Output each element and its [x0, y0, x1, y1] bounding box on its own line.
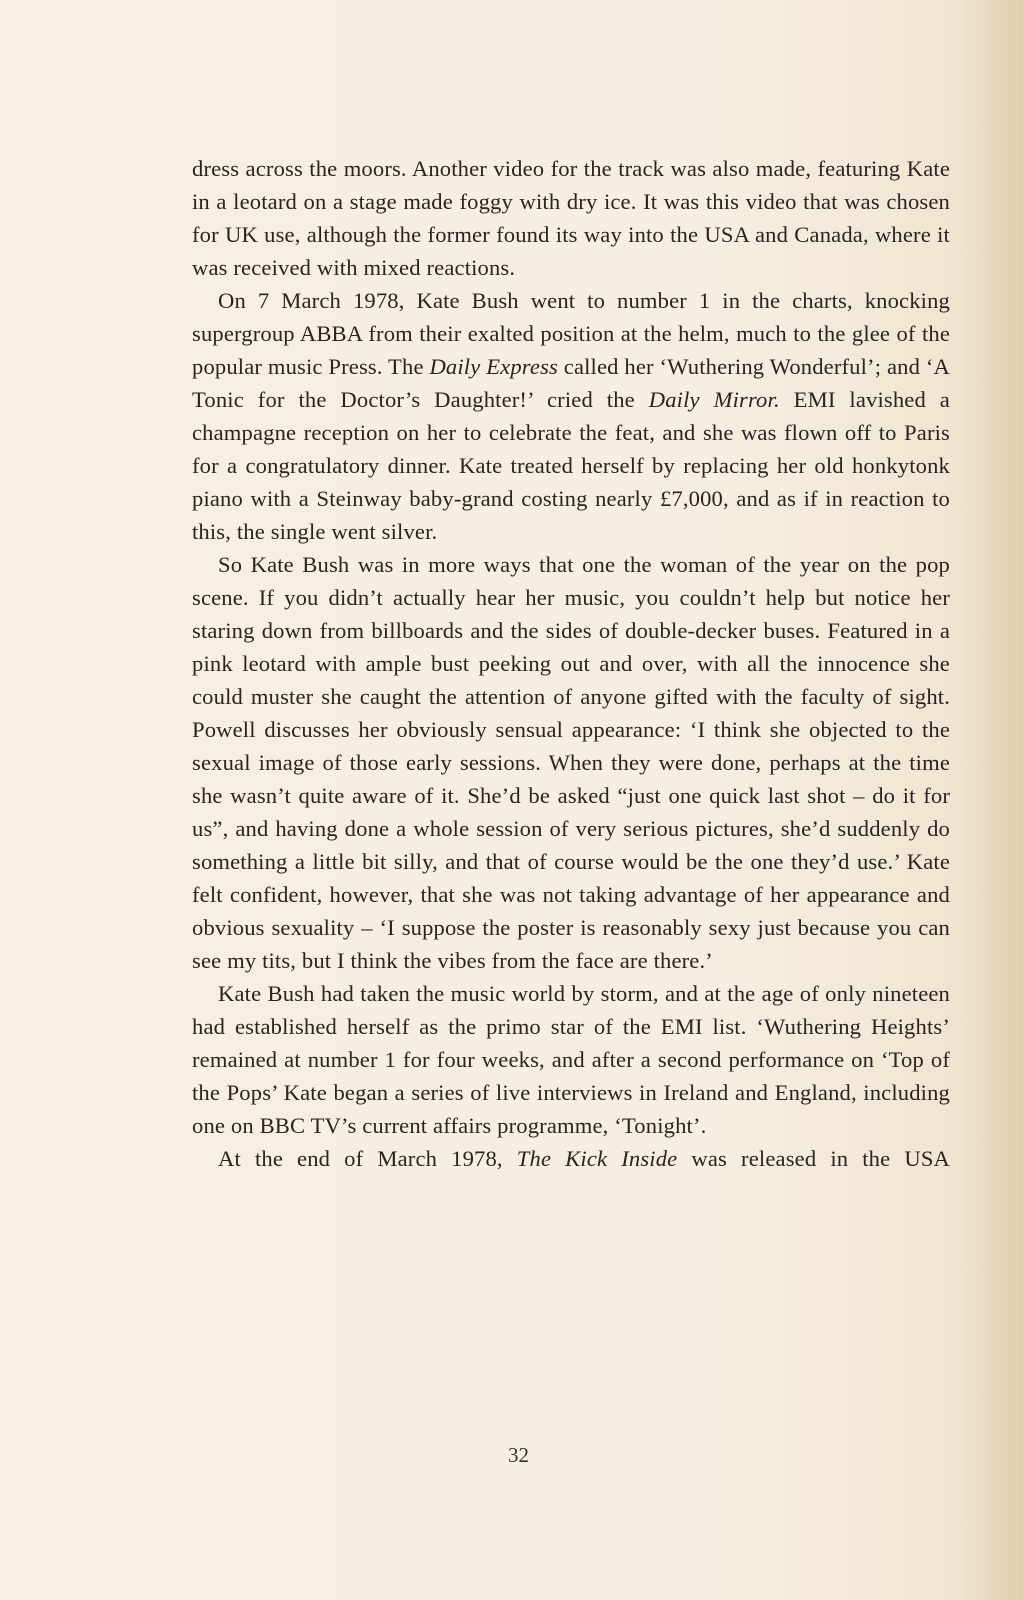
text-segment: So Kate Bush was in more ways that one the woman of the year on the pop scene. If you didn’t actually hear her music, you couldn’t help but notice her staring down from billboards and the sides of double-decker buses. Featured in a pink leotard with ample bust peeking out and over, with all the innocence she could muster she caught the attention of anyone gifted with the faculty of sight. Powell discusses her obviously sensual appearance: ‘I think she objected to the sexual image of those early sessions. When they were done, perhaps at the time she wasn’t quite aware of it. She’d be asked “just one quick last shot – do it for us”, and having done a whole session of very serious pictures, she’d suddenly do something a little bit silly, and that of course would be the one they’d use.’ Kate felt confident, however, that she was not taking advantage of her appearance and obvious sexuality – ‘I suppose the poster is reasonably sexy just because you can see my tits, but I think the vibes from the face are there.’: [192, 552, 950, 973]
italic-title-kick-inside: The Kick Inside: [516, 1146, 678, 1171]
page-number: 32: [508, 1443, 529, 1467]
paragraph-4: [192, 977, 950, 1142]
text-segment: At the end of March 1978,: [218, 1146, 517, 1171]
paragraph-1: [192, 152, 950, 284]
text-segment: EMI lavished a champagne reception on her to celebrate the feat, and she was flown off to Paris for a congratulatory dinner. Kate treated herself by replacing her old honkytonk piano with a Steinway baby-grand costing nearly £7,000, and as if in reaction to this, the single went silver.: [192, 387, 950, 544]
text-segment: was released in the USA: [677, 1146, 951, 1171]
text-segment: called her ‘Wuthering Wonderful’; and ‘A Tonic for the Doctor’s Daughter!’ cried the: [192, 354, 950, 412]
text-segment: dress across the moors. Another video for the track was also made, featuring Kate in a leotard on a stage made foggy with dry ice. It was this video that was chosen for UK use, although the former found its way into the USA and Canada, where it was received with mixed reactions.: [192, 156, 950, 280]
body-text: [192, 152, 950, 1175]
paragraph-2: [192, 284, 950, 548]
page-edge-shadow: [963, 0, 1023, 1600]
italic-title-daily-mirror: Daily Mirror.: [648, 387, 780, 412]
text-segment: Kate Bush had taken the music world by storm, and at the age of only nineteen had established herself as the primo star of the EMI list. ‘Wuthering Heights’ remained at number 1 for four weeks, and after a second performance on ‘Top of the Pops’ Kate began a series of live interviews in Ireland and England, including one on BBC TV’s current affairs programme, ‘Tonight’.: [192, 981, 950, 1138]
italic-title-daily-express: Daily Express: [429, 354, 558, 379]
paragraph-3: [192, 548, 950, 977]
paragraph-5: [192, 1142, 950, 1175]
text-segment: On 7 March 1978, Kate Bush went to number 1 in the charts, knocking supergroup ABBA from their exalted position at the helm, much to the glee of the popular music Press. The: [192, 288, 950, 379]
